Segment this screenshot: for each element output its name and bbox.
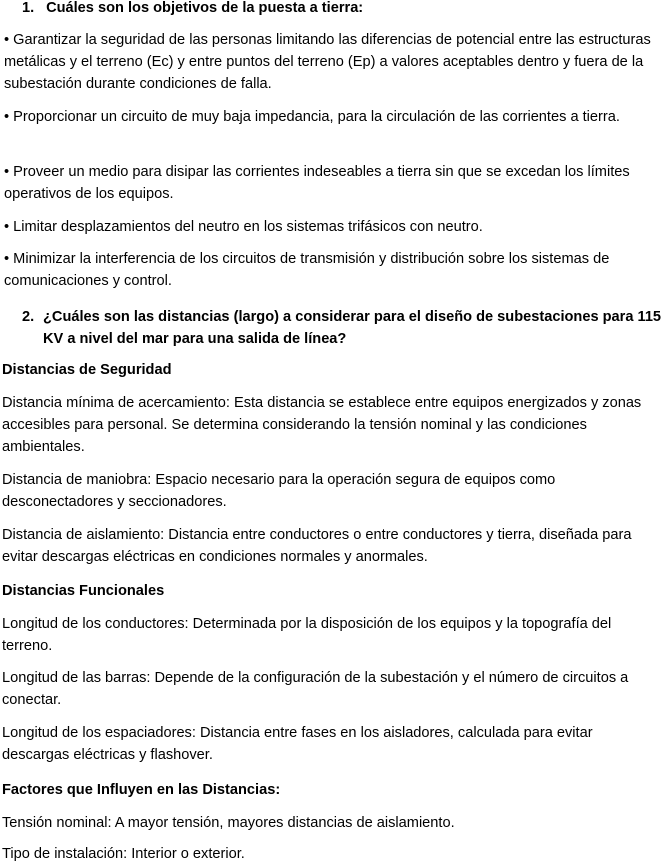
bullet-item <box>4 216 656 238</box>
question-number: 1. <box>22 0 35 16</box>
section-heading: Factores que Influyen en las Distancias: <box>2 782 281 798</box>
bullet-item <box>4 161 656 205</box>
definition-item: Distancia de maniobra: Espacio necesario para la operación segura de equipos como desconectadores y seccionadores. <box>2 472 556 510</box>
bullet-text: Garantizar la seguridad de las personas limitando las diferencias de potencial entre las estructuras metálicas y el terreno (Ec) y entre puntos del terreno (Ep) a valores aceptables dentro y fuera de la subestación durante condiciones de falla. <box>4 32 651 92</box>
bullet-text: Proveer un medio para disipar las corrientes indeseables a tierra sin que se excedan los límites operativos de los equipos. <box>4 164 630 202</box>
question-2-title <box>22 306 662 350</box>
bullet-icon: • <box>4 164 10 180</box>
question-number: 2. <box>22 309 35 325</box>
definition-item: Tensión nominal: A mayor tensión, mayores distancias de aislamiento. <box>2 815 455 831</box>
bullet-icon: • <box>4 219 10 235</box>
bullet-item <box>4 248 656 292</box>
definition-item: Longitud de los espaciadores: Distancia entre fases en los aisladores, calculada para evitar descargas eléctricas y flashover. <box>2 725 593 763</box>
section-heading: Distancias Funcionales <box>2 583 165 599</box>
question-text: Cuáles son los objetivos de la puesta a tierra: <box>46 0 364 16</box>
bullet-item <box>4 29 656 95</box>
definition-item: Longitud de las barras: Depende de la configuración de la subestación y el número de circuitos a conectar. <box>2 670 629 708</box>
definition-item: Tipo de instalación: Interior o exterior. <box>2 846 245 862</box>
bullet-icon: • <box>4 109 10 125</box>
bullet-text: Limitar desplazamientos del neutro en los sistemas trifásicos con neutro. <box>13 219 483 235</box>
definition-item: Distancia mínima de acercamiento: Esta distancia se establece entre equipos energizados y zonas accesibles para personal. Se determina considerando la tensión nominal y las condiciones ambientales. <box>2 395 642 455</box>
bullet-icon: • <box>4 32 10 48</box>
bullet-text: Proporcionar un circuito de muy baja impedancia, para la circulación de las corrientes a tierra. <box>13 109 620 125</box>
bullet-item <box>4 106 656 128</box>
definition-item: Longitud de los conductores: Determinada por la disposición de los equipos y la topografía del terreno. <box>2 616 612 654</box>
section-heading: Distancias de Seguridad <box>2 362 172 378</box>
bullet-text: Minimizar la interferencia de los circuitos de transmisión y distribución sobre los sistemas de comunicaciones y control. <box>4 251 610 289</box>
question-text: ¿Cuáles son las distancias (largo) a considerar para el diseño de subestaciones para 115 KV a nivel del mar para una salida de línea? <box>43 309 662 347</box>
question-1-title <box>22 0 363 19</box>
definition-item: Distancia de aislamiento: Distancia entre conductores o entre conductores y tierra, diseñada para evitar descargas eléctricas en condiciones normales y anormales. <box>2 527 632 565</box>
bullet-icon: • <box>4 251 10 267</box>
